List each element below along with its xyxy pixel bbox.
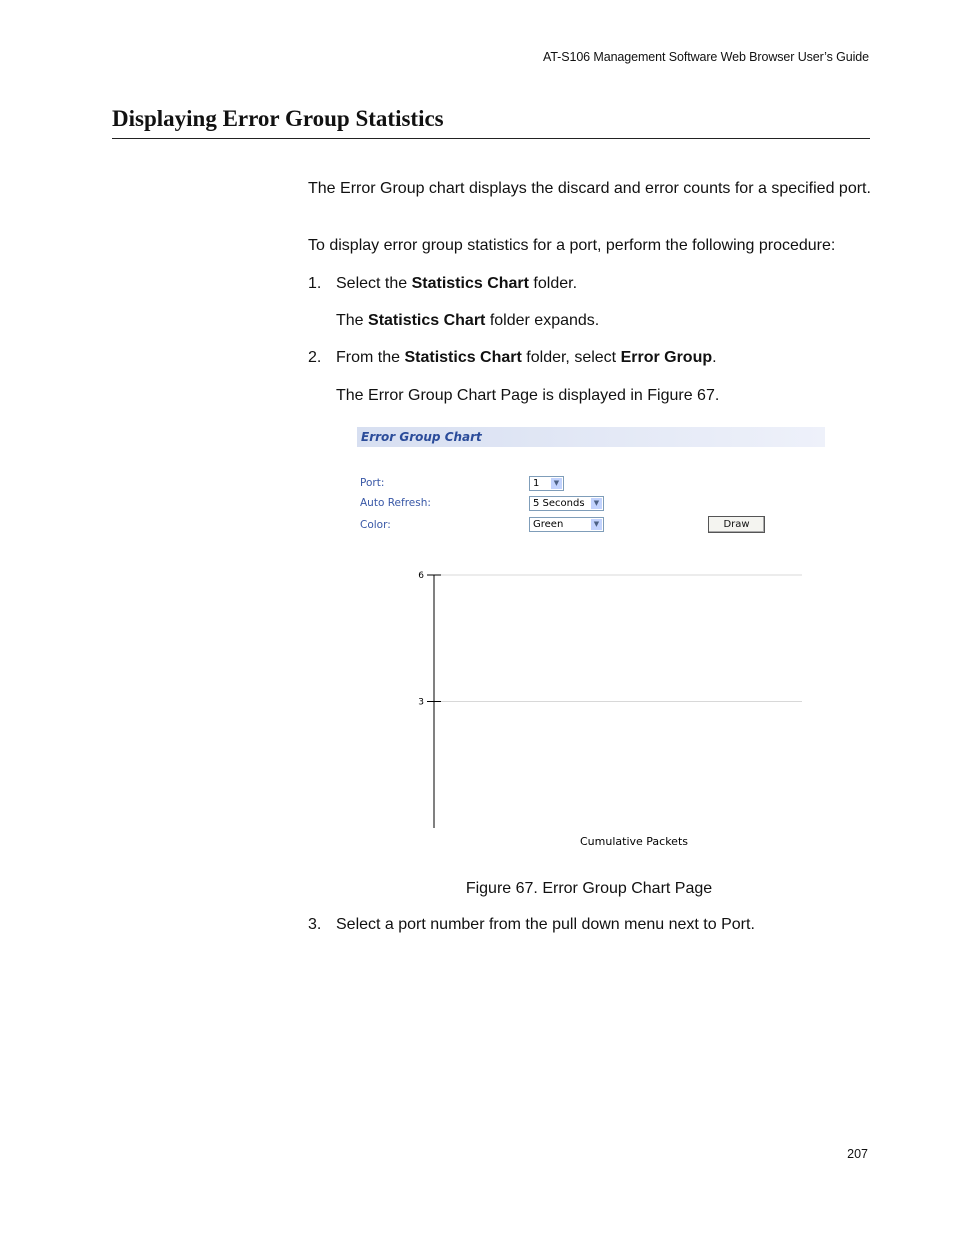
port-select[interactable] (529, 476, 564, 491)
step-1-pre: Select the (336, 275, 412, 292)
step-3-text: Select a port number from the pull down menu next to Port. (336, 916, 755, 933)
step-2-post: . (712, 349, 717, 366)
step-2-pre: From the (336, 349, 405, 366)
step-1-note-bold: Statistics Chart (368, 312, 486, 329)
step-2-text (336, 348, 717, 368)
draw-button[interactable]: Draw (708, 516, 765, 533)
auto-refresh-label: Auto Refresh: (360, 497, 431, 509)
auto-refresh-select[interactable] (529, 496, 604, 511)
step-1-bold: Statistics Chart (411, 275, 529, 292)
step-1-post: folder. (528, 275, 578, 292)
error-group-chart-figure (355, 425, 827, 857)
step-1-number: 1. (308, 275, 322, 292)
section-title: Displaying Error Group Statistics (112, 106, 870, 139)
step-2-bold-1: Statistics Chart (404, 349, 522, 366)
port-label: Port: (360, 477, 385, 489)
step-2-bold-2: Error Group (620, 349, 713, 366)
step-2-mid: folder, select (521, 349, 621, 366)
chevron-down-icon[interactable]: ▼ (591, 498, 602, 509)
y-tick-label: 3 (418, 697, 424, 708)
step-3-number: 3. (308, 916, 322, 933)
color-label: Color: (360, 519, 391, 531)
error-group-chart (410, 565, 810, 850)
x-axis-label: Cumulative Packets (580, 835, 688, 848)
figure-caption: Figure 67. Error Group Chart Page (465, 880, 713, 897)
step-1-text (336, 274, 577, 294)
step-2-number: 2. (308, 349, 322, 366)
chevron-down-icon[interactable]: ▼ (551, 478, 562, 489)
step-1-note-post: folder expands. (485, 312, 600, 329)
chevron-down-icon[interactable]: ▼ (591, 519, 602, 530)
running-header: AT-S106 Management Software Web Browser User’s Guide (543, 50, 869, 64)
step-1-note-pre: The (336, 312, 369, 329)
color-select-value: Green (533, 519, 564, 530)
auto-refresh-select-value: 5 Seconds (533, 498, 585, 509)
step-1-note (336, 311, 599, 331)
panel-header (357, 427, 825, 447)
intro-paragraph: The Error Group chart displays the discard and error counts for a specified port. (308, 180, 871, 197)
color-select[interactable] (529, 517, 604, 532)
step-2-note: The Error Group Chart Page is displayed in Figure 67. (336, 387, 720, 404)
page-number: 207 (847, 1147, 868, 1161)
panel-title: Error Group Chart (361, 430, 482, 444)
y-tick-label: 6 (418, 571, 424, 581)
port-select-value: 1 (533, 478, 540, 489)
procedure-intro: To display error group statistics for a port, perform the following procedure: (308, 237, 836, 254)
